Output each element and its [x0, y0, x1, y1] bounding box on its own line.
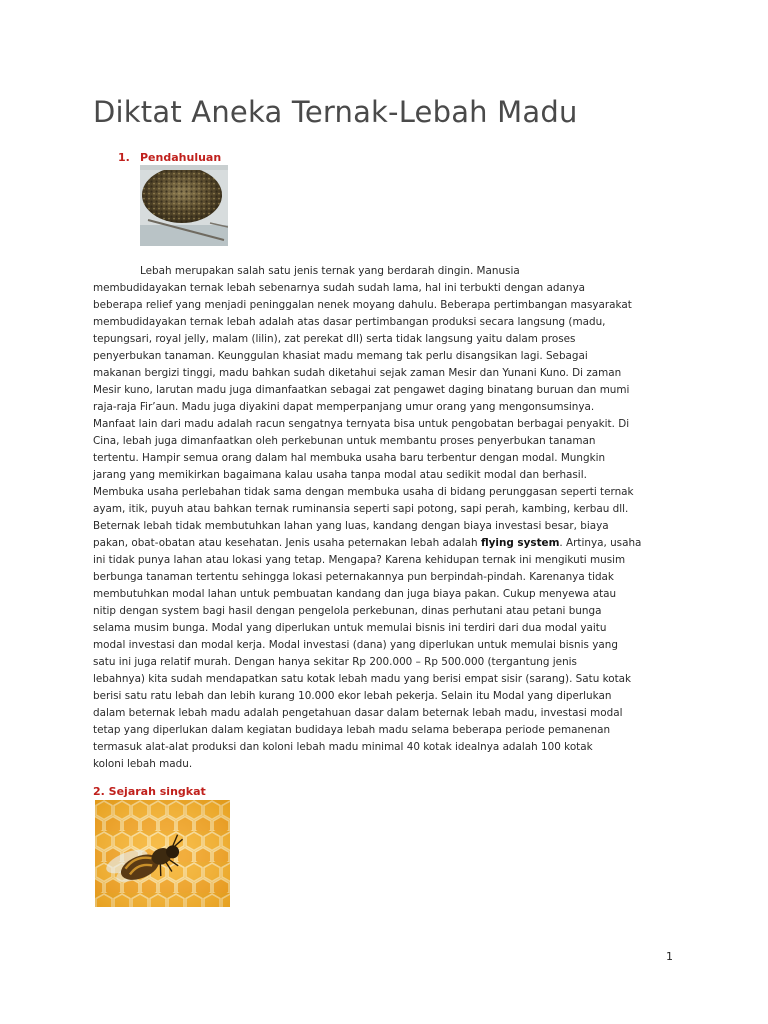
beehive-photo: [140, 165, 228, 246]
section-title: Pendahuluan: [140, 151, 222, 164]
paragraph-line: Cina, lebah juga dimanfaatkan oleh perkebunan untuk membantu proses penyerbukan tanaman: [93, 435, 596, 447]
paragraph-line: jarang yang memikirkan bagaimana kalau usaha tanpa modal atau sedikit modal dan berhasil.: [93, 469, 587, 481]
paragraph-line: selama musim bunga. Modal yang diperlukan untuk memulai bisnis ini terdiri dari dua modal yaitu: [93, 622, 607, 634]
paragraph-line: dalam beternak lebah madu adalah pengetahuan dasar dalam beternak lebah madu, investasi modal: [93, 707, 623, 719]
paragraph-line: penyerbukan tanaman. Keunggulan khasiat madu memang tak perlu disangsikan lagi. Sebagai: [93, 350, 588, 362]
paragraph-line-text: pakan, obat-obatan atau kesehatan. Jenis usaha peternakan lebah adalah: [93, 537, 481, 549]
honeycomb-bee-photo: [95, 800, 230, 907]
paragraph-line: membudidayakan ternak lebah adalah atas dasar pertimbangan produksi secara langsung (madu,: [93, 316, 606, 328]
paragraph-line: lebahnya) kita sudah mendapatkan satu kotak lebah madu yang berisi empat sisir (sarang). Satu kotak: [93, 673, 632, 685]
paragraph-line: tetap yang diperlukan dalam kegiatan budidaya lebah madu selama beberapa periode pemanenan: [93, 724, 611, 736]
paragraph-line: Mesir kuno, larutan madu juga dimanfaatkan sebagai zat pengawet daging binatang buruan dan mumi: [93, 384, 630, 396]
paragraph-line: beberapa relief yang menjadi peninggalan nenek moyang dahulu. Beberapa pertimbangan masyarakat: [93, 299, 632, 311]
body-paragraph: [93, 263, 677, 773]
bold-term: flying system: [480, 537, 560, 549]
paragraph-line: modal investasi dan modal kerja. Modal investasi (dana) yang diperlukan untuk memulai bisnis yang: [93, 639, 618, 651]
paragraph-line: berbunga tanaman tertentu sehingga lokasi peternakannya pun berpindah-pindah. Karenanya tidak: [93, 571, 614, 583]
paragraph-line: Beternak lebah tidak membutuhkan lahan yang luas, kandang dengan biaya investasi besar, biaya: [93, 520, 609, 532]
paragraph-line: ayam, itik, puyuh atau bahkan ternak ruminansia seperti sapi potong, sapi perah, kambing, kerbau dll.: [93, 503, 629, 515]
paragraph-line: raja-raja Fir’aun. Madu juga diyakini dapat memperpanjang umur orang yang mengonsumsinya.: [93, 401, 595, 413]
paragraph-line: berisi satu ratu lebah dan lebih kurang 10.000 ekor lebah pekerja. Selain itu Modal yang diperlukan: [93, 690, 612, 702]
paragraph-line: Membuka usaha perlebahan tidak sama dengan membuka usaha di bidang perunggasan seperti ternak: [93, 486, 634, 498]
document-title: Diktat Aneka Ternak-Lebah Madu: [93, 95, 578, 129]
paragraph-line: nitip dengan system bagi hasil dengan pengelola perkebunan, dinas perhutani atau petani bunga: [93, 605, 602, 617]
paragraph-line: tertentu. Hampir semua orang dalam hal membuka usaha baru terbentur dengan modal. Mungkin: [93, 452, 606, 464]
paragraph-line: Lebah merupakan salah satu jenis ternak yang berdarah dingin. Manusia: [140, 265, 520, 277]
paragraph-line: tepungsari, royal jelly, malam (lilin), zat perekat dll) serta tidak langsung yaitu dalam proses: [93, 333, 576, 345]
paragraph-line-with-bold: [93, 535, 677, 552]
paragraph-line: koloni lebah madu.: [93, 758, 193, 770]
page-number: 1: [666, 950, 673, 963]
paragraph-line: membudidayakan ternak lebah sebenarnya sudah sudah lama, hal ini terbukti dengan adanya: [93, 282, 585, 294]
paragraph-line: membutuhkan modal lahan untuk pembuatan kandang dan juga biaya pakan. Cukup menyewa atau: [93, 588, 617, 600]
paragraph-line: Manfaat lain dari madu adalah racun sengatnya ternyata bisa untuk pengobatan berbagai penyakit. Di: [93, 418, 630, 430]
paragraph-line: ini tidak punya lahan atau lokasi yang tetap. Mengapa? Karena kehidupan ternak ini mengikuti musim: [93, 554, 626, 566]
section-heading-sejarah: 2. Sejarah singkat: [93, 785, 206, 798]
paragraph-line: makanan bergizi tinggi, madu bahkan sudah diketahui sejak zaman Mesir dan Yunani Kuno. Di zaman: [93, 367, 622, 379]
section-number: 1.: [118, 151, 130, 164]
section-heading-pendahuluan: [118, 151, 221, 164]
paragraph-line: termasuk alat-alat produksi dan koloni lebah madu minimal 40 kotak idealnya adalah 100 kotak: [93, 741, 593, 753]
paragraph-line: satu ini juga relatif murah. Dengan hanya sekitar Rp 200.000 – Rp 500.000 (tergantung jenis: [93, 656, 577, 668]
paragraph-line-suffix: . Artinya, usaha: [559, 537, 642, 549]
